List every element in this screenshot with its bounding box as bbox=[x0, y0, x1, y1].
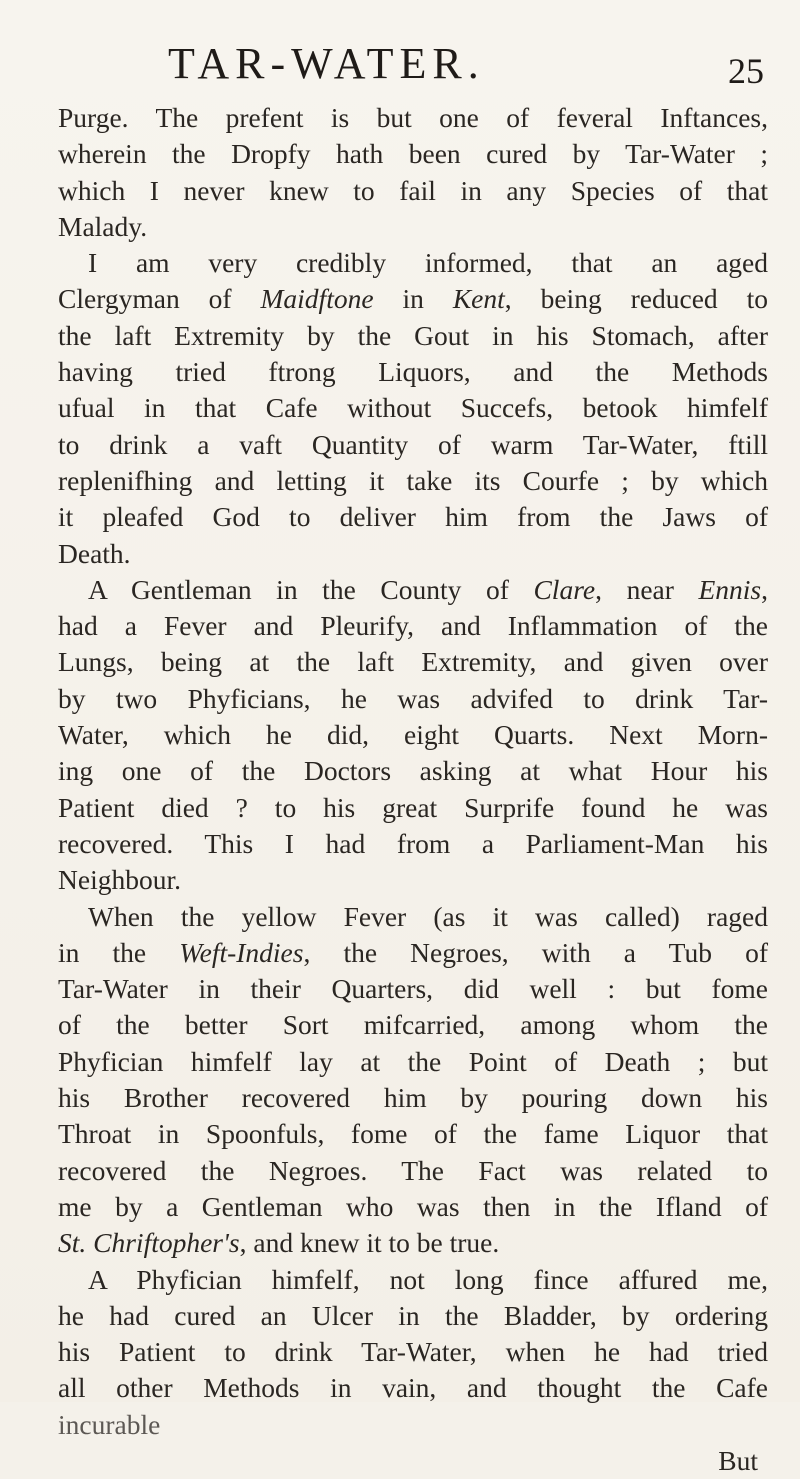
text-line: had a Fever and Pleurify, and Inflammation of the bbox=[58, 610, 768, 642]
catchword: But bbox=[718, 1444, 758, 1476]
page-number: 25 bbox=[728, 51, 764, 91]
text-line: his Brother recovered him by pouring down his bbox=[58, 1082, 768, 1114]
text-line: of the better Sort mifcarried, among whom the bbox=[58, 1009, 768, 1041]
text-line: Throat in Spoonfuls, fome of the fame Liquor that bbox=[58, 1118, 768, 1150]
text-line: which I never knew to fail in any Species of that bbox=[58, 174, 768, 206]
text-line: his Patient to drink Tar-Water, when he had tried bbox=[58, 1336, 768, 1368]
body-text bbox=[58, 100, 768, 1479]
text-line: having tried ftrong Liquors, and the Methods bbox=[58, 356, 768, 388]
text-line-with-italics: A Gentleman in the County of Clare, near Ennis, bbox=[88, 573, 768, 605]
text-line-with-italics: Clergyman of Maidftone in Kent, being reduced to bbox=[58, 283, 769, 315]
text-line: ufual in that Cafe without Succefs, betook himfelf bbox=[58, 392, 768, 424]
italic-proper-name: St. Chriftopher's bbox=[58, 1227, 240, 1259]
italic-proper-name: Kent bbox=[452, 283, 505, 315]
text-line: Purge. The prefent is but one of feveral Inftances, bbox=[58, 102, 768, 133]
text-line: it pleafed God to deliver him from the Jaws of bbox=[58, 501, 768, 533]
text-line: A Phyfician himfelf, not long fince affured me, bbox=[88, 1263, 768, 1295]
text-line: wherein the Dropfy hath been cured by Tar-Water ; bbox=[58, 138, 768, 170]
italic-proper-name: Ennis bbox=[698, 573, 762, 605]
text-line: recovered the Negroes. The Fact was related to bbox=[58, 1154, 768, 1186]
text-line: Water, which he did, eight Quarts. Next Morn- bbox=[58, 719, 768, 751]
text-line: Lungs, being at the laft Extremity, and given over bbox=[58, 646, 768, 678]
text-line: all other Methods in vain, and thought the Cafe bbox=[58, 1372, 768, 1404]
text-line: he had cured an Ulcer in the Bladder, by ordering bbox=[58, 1299, 768, 1331]
text-line: Phyfician himfelf lay at the Point of Death ; but bbox=[58, 1045, 768, 1077]
text-line: Tar-Water in their Quarters, did well : but fome bbox=[58, 973, 768, 1005]
text-line: incurable bbox=[58, 1408, 161, 1440]
italic-proper-name: Maidftone bbox=[260, 283, 374, 315]
text-line: When the yellow Fever (as it was called) raged bbox=[88, 900, 768, 932]
text-line: me by a Gentleman who was then in the Ifland of bbox=[58, 1190, 768, 1222]
italic-proper-name: Weft-Indies bbox=[179, 936, 304, 968]
text-line: Malady. bbox=[58, 210, 148, 242]
catchword-line bbox=[58, 1443, 768, 1479]
text-line: recovered. This I had from a Parliament-Man his bbox=[58, 827, 768, 859]
text-line: ing one of the Doctors asking at what Hour his bbox=[58, 755, 768, 787]
text-line-with-italics: in the Weft-Indies, the Negroes, with a Tub of bbox=[58, 936, 768, 968]
text-line: Neighbour. bbox=[58, 864, 181, 896]
text-line: to drink a vaft Quantity of warm Tar-Water, ftill bbox=[58, 428, 768, 460]
running-title: TAR-WATER. bbox=[168, 39, 485, 88]
text-line: Death. bbox=[58, 537, 131, 569]
text-line: replenifhing and letting it take its Courfe ; by which bbox=[58, 464, 768, 496]
text-line: I am very credibly informed, that an aged bbox=[88, 247, 768, 279]
text-line: the laft Extremity by the Gout in his Stomach, after bbox=[58, 319, 768, 351]
text-line: Patient died ? to his great Surprife found he was bbox=[58, 791, 768, 823]
italic-proper-name: Clare bbox=[533, 573, 596, 605]
text-line-with-italics: St. Chriftopher's, and knew it to be true. bbox=[58, 1227, 500, 1259]
text-line: by two Phyficians, he was advifed to drink Tar- bbox=[58, 682, 768, 714]
